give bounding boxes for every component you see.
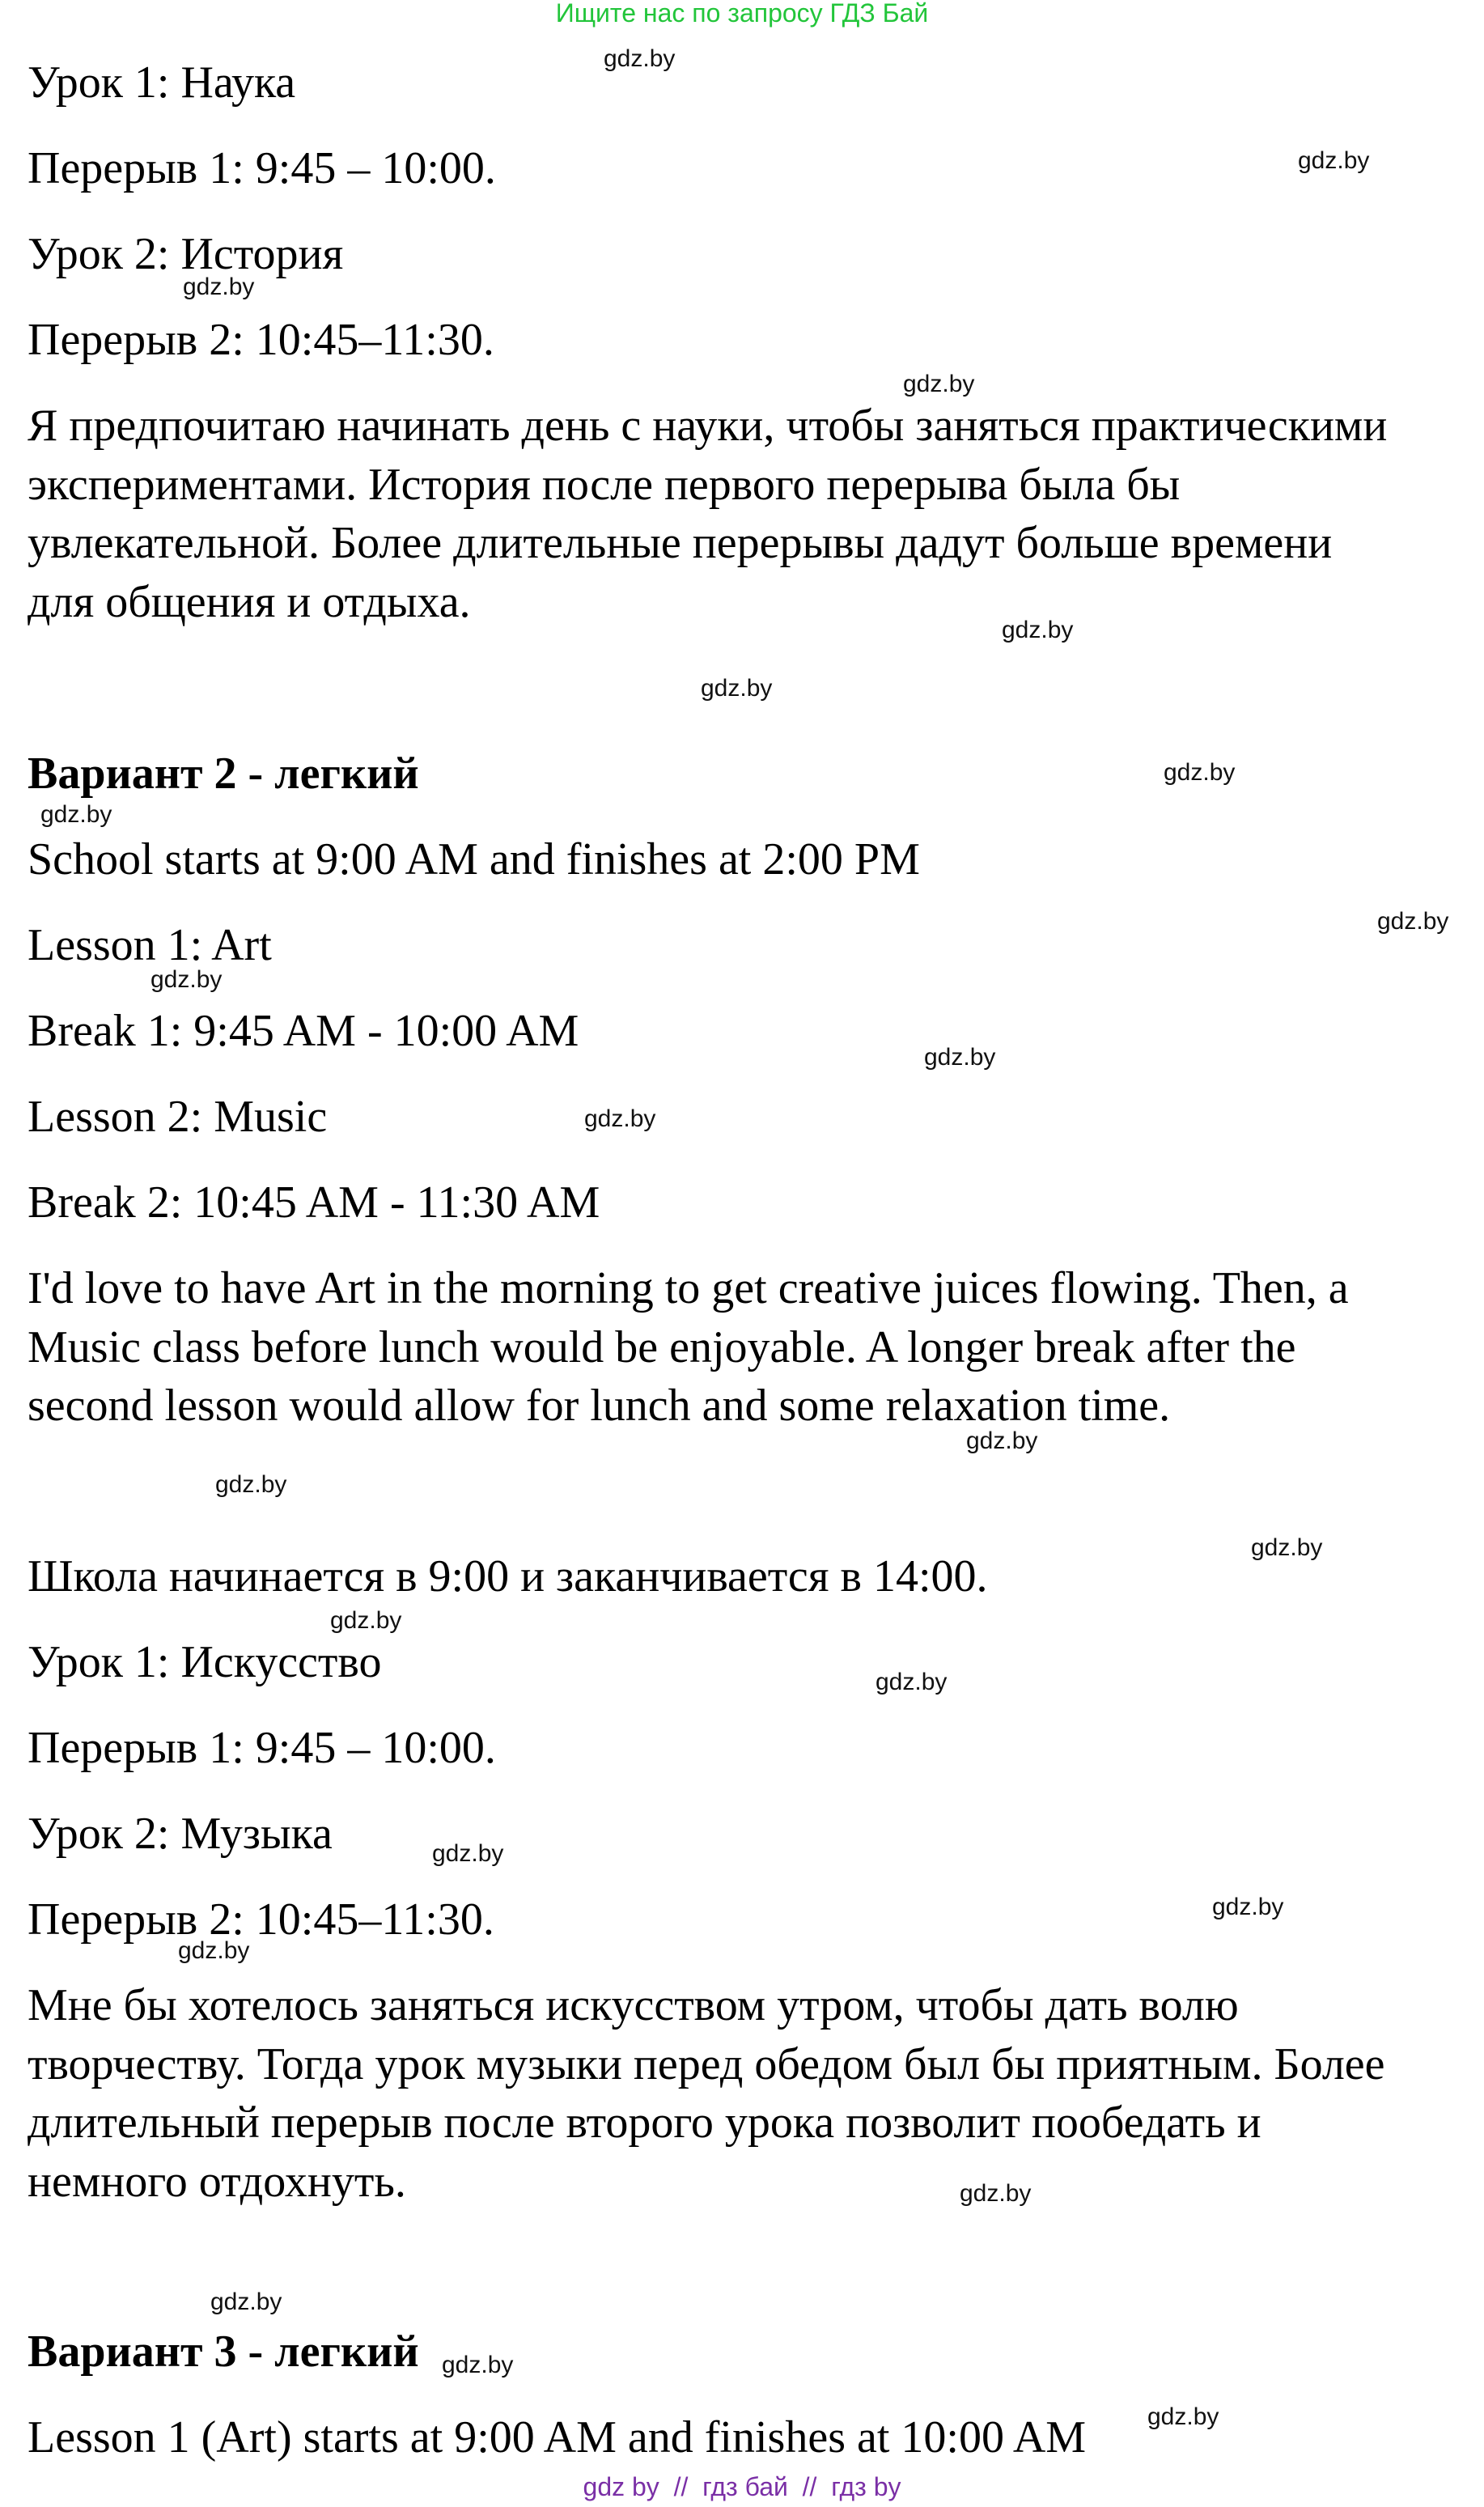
s2-en-paragraph-line: second lesson would allow for lunch and some relaxation time. [28, 1381, 1171, 1431]
s2-en-line-school: School starts at 9:00 AM and finishes at 2:00 PM [28, 834, 920, 884]
s1-paragraph-line: увлекательной. Более длительные перерывы дадут больше времени [28, 518, 1333, 568]
s2-ru-paragraph-line: немного отдохнуть. [28, 2156, 406, 2207]
s2-heading: Вариант 2 - легкий [28, 749, 419, 799]
s2-en-paragraph-line: I'd love to have Art in the morning to get creative juices flowing. Then, a [28, 1263, 1349, 1313]
watermark: gdz.by [701, 675, 773, 702]
s2-en-paragraph-line: Music class before lunch would be enjoyable. A longer break after the [28, 1321, 1296, 1372]
watermark: gdz.by [1212, 1894, 1284, 1920]
watermark: gdz.by [1377, 908, 1449, 935]
watermark: gdz.by [1298, 147, 1370, 174]
watermark: gdz.by [1002, 617, 1074, 643]
s1-paragraph-line: для общения и отдыха. [28, 576, 471, 627]
watermark: gdz.by [1147, 2403, 1219, 2430]
s1-line-lesson2: Урок 2: История [28, 229, 344, 279]
s1-paragraph-line: экспериментами. История после первого перерыва была бы [28, 459, 1181, 510]
s2-ru-paragraph [28, 1976, 1385, 2211]
s1-line-lesson1: Урок 1: Наука [28, 57, 296, 108]
s2-ru-line-break1: Перерыв 1: 9:45 – 10:00. [28, 1723, 496, 1773]
watermark: gdz.by [1164, 759, 1236, 786]
s2-ru-line-break2: Перерыв 2: 10:45–11:30. [28, 1894, 494, 1945]
watermark: gdz.by [178, 1937, 250, 1964]
top-banner: Ищите нас по запросу ГДЗ Бай [555, 0, 929, 28]
s2-ru-line-school: Школа начинается в 9:00 и заканчивается в 14:00. [28, 1551, 988, 1601]
watermark: gdz.by [210, 2289, 282, 2315]
watermark: gdz.by [151, 966, 223, 993]
watermark: gdz.by [330, 1607, 402, 1634]
watermark: gdz.by [40, 801, 112, 828]
s1-paragraph-line: Я предпочитаю начинать день с науки, чтобы заняться практическими [28, 401, 1388, 451]
s3-heading: Вариант 3 - легкий [28, 2327, 419, 2377]
s2-ru-line-lesson1: Урок 1: Искусство [28, 1637, 382, 1687]
watermark: gdz.by [876, 1669, 948, 1695]
footer-links: gdz by // гдз бай // гдз by [583, 2472, 901, 2501]
s2-en-paragraph [28, 1259, 1349, 1436]
watermark: gdz.by [432, 1840, 504, 1867]
watermark: gdz.by [604, 45, 676, 72]
watermark: gdz.by [215, 1471, 287, 1498]
s2-en-line-lesson1: Lesson 1: Art [28, 920, 272, 970]
watermark: gdz.by [924, 1044, 996, 1071]
watermark: gdz.by [442, 2352, 514, 2378]
s2-ru-paragraph-line: Мне бы хотелось заняться искусством утром, чтобы дать волю [28, 1980, 1239, 2030]
watermark: gdz.by [966, 1427, 1038, 1454]
s2-ru-paragraph-line: длительный перерыв после второго урока позволит пообедать и [28, 2098, 1261, 2148]
s1-line-break2: Перерыв 2: 10:45–11:30. [28, 315, 494, 365]
s2-en-line-break2: Break 2: 10:45 AM - 11:30 AM [28, 1177, 600, 1228]
watermark: gdz.by [584, 1105, 656, 1132]
watermark: gdz.by [183, 274, 255, 300]
watermark: gdz.by [1251, 1534, 1323, 1561]
s2-ru-paragraph-line: творчеству. Тогда урок музыки перед обедом был бы приятным. Более [28, 2038, 1385, 2089]
watermark: gdz.by [903, 371, 975, 397]
s3-line-lesson1: Lesson 1 (Art) starts at 9:00 AM and finishes at 10:00 AM [28, 2412, 1087, 2462]
s1-line-break1: Перерыв 1: 9:45 – 10:00. [28, 143, 496, 193]
watermark: gdz.by [960, 2180, 1032, 2207]
s1-paragraph [28, 397, 1387, 631]
s2-en-line-lesson2: Lesson 2: Music [28, 1092, 328, 1142]
s2-en-line-break1: Break 1: 9:45 AM - 10:00 AM [28, 1006, 579, 1056]
s2-ru-line-lesson2: Урок 2: Музыка [28, 1809, 333, 1859]
